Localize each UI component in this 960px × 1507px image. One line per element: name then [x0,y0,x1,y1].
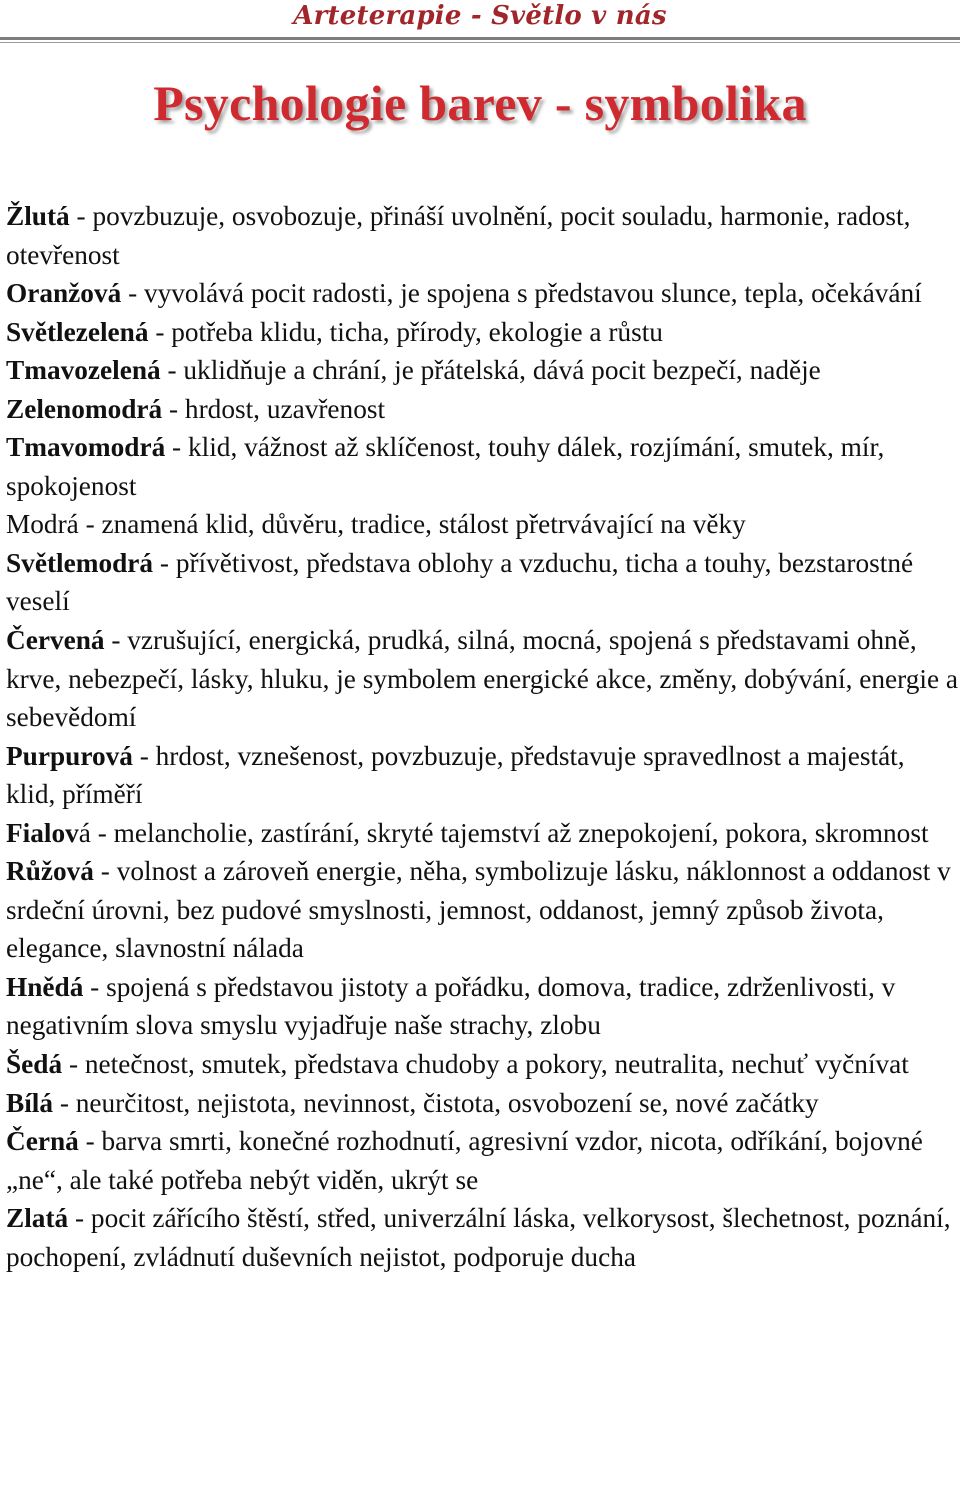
page-title: Psychologie barev - symbolika [153,75,807,131]
entry-description: - hrdost, uzavřenost [162,393,386,424]
entry-term: Růžová [6,856,94,887]
entry-cerna [6,1122,958,1199]
entry-term: Tmavomodrá [6,432,166,463]
entry-zelenomodra [6,390,958,429]
entry-description: - přívětivost, představa oblohy a vzduchu, ticha a touhy, bezstarostné veselí [6,547,914,617]
entry-term: Červená [6,625,105,656]
entry-cervena [6,621,958,737]
entry-term: Žlutá [6,201,70,231]
entry-oranzova [6,274,958,313]
color-symbolism-list [6,197,958,1276]
entry-description: - neurčitost, nejistota, nevinnost, čistota, osvobození se, nové začátky [53,1087,819,1118]
entry-description: - spojená s představou jistoty a pořádku, domova, tradice, zdrženlivosti, v negativním slova smyslu vyjadřuje naše strachy, zlobu [6,971,896,1041]
entry-description: Modrá - znamená klid, důvěru, tradice, stálost přetrvávající na věky [6,509,746,540]
entry-term: Hnědá [6,971,84,1002]
entry-modra [6,505,958,544]
entry-term: Oranžová [6,278,122,309]
entry-term: Světlemodrá [6,547,154,578]
entry-term: Černá [6,1126,79,1157]
entry-tmavomodra [6,428,958,505]
entry-description: - netečnost, smutek, představa chudoby a pokory, neutralita, nechuť vyčnívat [62,1049,909,1080]
entry-ruzova [6,852,958,968]
entry-bila [6,1084,958,1123]
entry-fialova [6,814,958,853]
entry-term: Zelenomodrá [6,393,163,424]
entry-svetlemodra [6,544,958,621]
entry-description: - vzrušující, energická, prudká, silná, mocná, spojená s představami ohně, krve, nebezpečí, lásky, hluku, je symbolem energické akce, změny, dobývání, energie a sebevědomí [6,625,959,733]
entry-description: á - melancholie, zastírání, skryté tajemství až znepokojení, pokora, skromnost [78,817,929,848]
header-divider-thin [0,42,960,43]
entry-term: Bílá [6,1087,54,1118]
entry-zluta [6,197,958,274]
entry-svetlezelena [6,313,958,352]
entry-term: Purpurová [6,740,133,771]
entry-description: - potřeba klidu, ticha, přírody, ekologie a růstu [148,316,663,347]
entry-zlata [6,1199,958,1276]
entry-description: - volnost a zároveň energie, něha, symbolizuje lásku, náklonnost a oddanost v srdeční úrovni, bez pudové smyslnosti, jemnost, oddanost, jemný způsob života, elegance, slavnostní nálada [6,856,951,964]
entry-hneda [6,968,958,1045]
entry-description: - vyvolává pocit radosti, je spojena s představou slunce, tepla, očekávání [121,278,922,309]
entry-term: Zlatá [6,1203,69,1234]
entry-description: - pocit zářícího štěstí, střed, univerzální láska, velkorysost, šlechetnost, poznání, pochopení, zvládnutí duševních nejistot, podporuje ducha [6,1203,951,1272]
header-title: Arteterapie - Světlo v nás [293,1,667,31]
entry-term: Šedá [6,1049,63,1080]
entry-term: Světlezelená [6,316,149,347]
entry-description: - uklidňuje a chrání, je přátelská, dává pocit bezpečí, naděje [160,355,821,386]
entry-description: - povzbuzuje, osvobozuje, přináší uvolnění, pocit souladu, harmonie, radost, otevřenost [6,201,911,270]
entry-seda [6,1045,958,1084]
entry-description: - hrdost, vznešenost, povzbuzuje, představuje spravedlnost a majestát, klid, příměří [6,740,905,810]
entry-tmavozelena [6,351,958,390]
entry-term: Fialov [6,817,79,848]
entry-description: - klid, vážnost až sklíčenost, touhy dálek, rozjímání, smutek, mír, spokojenost [6,432,885,501]
header-divider [0,37,960,40]
page-header [0,0,960,38]
entry-description: - barva smrti, konečné rozhodnutí, agresivní vzdor, nicota, odříkání, bojovné „ne“, ale také potřeba nebýt viděn, ukrýt se [6,1126,923,1195]
entry-purpurova [6,737,958,814]
entry-term: Tmavozelená [6,355,161,386]
